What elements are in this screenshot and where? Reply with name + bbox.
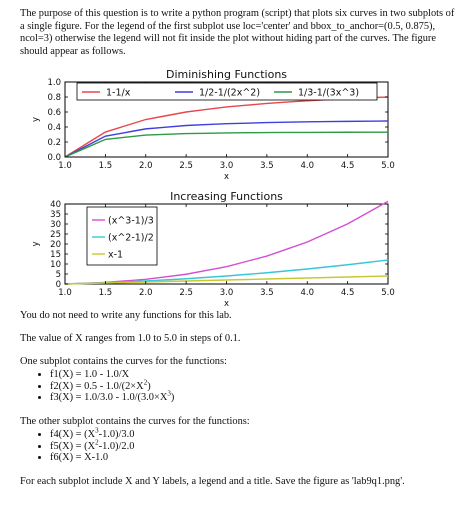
function-text-tail: -1.0)/3.0 (98, 429, 135, 440)
x-tick-label: 2.5 (179, 161, 193, 171)
chart-title: Increasing Functions (170, 190, 283, 203)
function-text: f5(X) = (X (50, 440, 96, 452)
x-tick-label: 5.0 (381, 288, 395, 298)
subplot2-function-list (38, 426, 135, 464)
x-tick-label: 1.5 (98, 288, 113, 298)
legend-label: 1/3-1/(3x^3) (298, 87, 360, 99)
legend-label: (x^3-1)/3 (108, 215, 154, 227)
y-tick-label: 40 (50, 200, 61, 210)
y-tick-label: 35 (50, 210, 61, 220)
x-tick-label: 3.0 (219, 288, 234, 298)
y-tick-label: 0 (55, 280, 61, 290)
function-text: f2(X) = 0.5 - 1.0/(2×X (50, 380, 144, 392)
x-tick-label: 1.0 (58, 288, 72, 298)
function-text-tail: -1.0)/2.0 (98, 440, 135, 452)
x-tick-label: 4.5 (340, 288, 355, 298)
y-tick-label: 30 (50, 220, 61, 230)
y-tick-label: 20 (50, 240, 61, 250)
function-text: f3(X) = 1.0/3.0 - 1.0/(3.0×X (50, 392, 168, 404)
function-text: f1(X) = 1.0 - 1.0/X (50, 369, 130, 380)
function-exponent: 2 (95, 438, 99, 447)
x-tick-label: 4.5 (340, 161, 355, 171)
x-tick-label: 2.5 (179, 288, 193, 298)
function-item (50, 369, 174, 381)
x-axis-label: x (223, 172, 230, 182)
closing-instruction: For each subplot include X and Y labels, a legend and a title. Save the figure as 'lab9q1.png'. (20, 476, 405, 487)
y-tick-label: 10 (50, 260, 61, 270)
subplot2-intro: The other subplot contains the curves for the functions: (20, 416, 250, 427)
x-tick-label: 4.0 (300, 288, 315, 298)
x-tick-label: 2.0 (138, 161, 153, 171)
x-tick-label: 3.0 (219, 161, 234, 171)
function-exponent: 3 (167, 389, 171, 398)
y-tick-label: 15 (50, 250, 61, 260)
function-item (50, 438, 135, 453)
legend-label: x-1 (108, 249, 124, 261)
x-tick-label: 5.0 (381, 161, 395, 171)
x-tick-label: 1.5 (98, 161, 113, 171)
y-tick-label: 25 (50, 230, 61, 240)
y-axis-label: y (31, 241, 41, 247)
x-range-note: The value of X ranges from 1.0 to 5.0 in steps of 0.1. (20, 333, 241, 344)
y-tick-label: 0.2 (47, 138, 61, 148)
legend-label: 1/2-1/(2x^2) (199, 87, 261, 99)
x-tick-label: 1.0 (58, 161, 72, 171)
y-tick-label: 0.6 (47, 108, 61, 118)
function-text: f4(X) = (X (50, 429, 96, 440)
y-axis-label: y (31, 116, 41, 123)
y-tick-label: 5 (55, 270, 61, 280)
function-item (50, 452, 134, 464)
legend (77, 83, 377, 100)
function-item (50, 389, 175, 404)
intro-paragraph: The purpose of this question is to write a python program (script) that plots six curves in two subplots of a single figure. For the legend of the first subplot use loc='center' and bbox_to_anchor=(0.5, 0.875), ncol=3) otherwise the legend will not fit inside the plot without hiding part of the curves. The figure should appear as follows. (20, 8, 455, 57)
legend-label: (x^2-1)/2 (108, 232, 154, 244)
subplot1-function-list (38, 369, 174, 404)
chart-title: Diminishing Functions (165, 68, 288, 81)
x-tick-label: 4.0 (300, 161, 315, 171)
x-tick-label: 3.5 (260, 161, 274, 171)
function-text-tail: ) (147, 380, 151, 392)
y-tick-label: 1.0 (47, 78, 61, 88)
chart-1 (31, 68, 395, 182)
no-functions-note: You do not need to write any functions for this lab. (20, 310, 232, 321)
subplot1-intro: One subplot contains the curves for the functions: (20, 356, 227, 367)
x-axis-label: x (223, 299, 230, 309)
y-tick-label: 0.0 (47, 153, 61, 163)
function-item (50, 426, 135, 441)
function-text-tail: ) (170, 392, 175, 404)
legend (87, 207, 157, 265)
function-text: f6(X) = X-1.0 (50, 452, 109, 464)
y-tick-label: 0.4 (47, 123, 61, 133)
x-tick-label: 2.0 (138, 288, 153, 298)
x-tick-label: 3.5 (260, 288, 274, 298)
function-item (50, 378, 174, 393)
function-exponent: 2 (143, 378, 148, 387)
function-exponent: 3 (95, 426, 99, 435)
legend-label: 1-1/x (106, 87, 131, 99)
chart-2 (31, 190, 395, 309)
y-tick-label: 0.8 (47, 93, 61, 103)
